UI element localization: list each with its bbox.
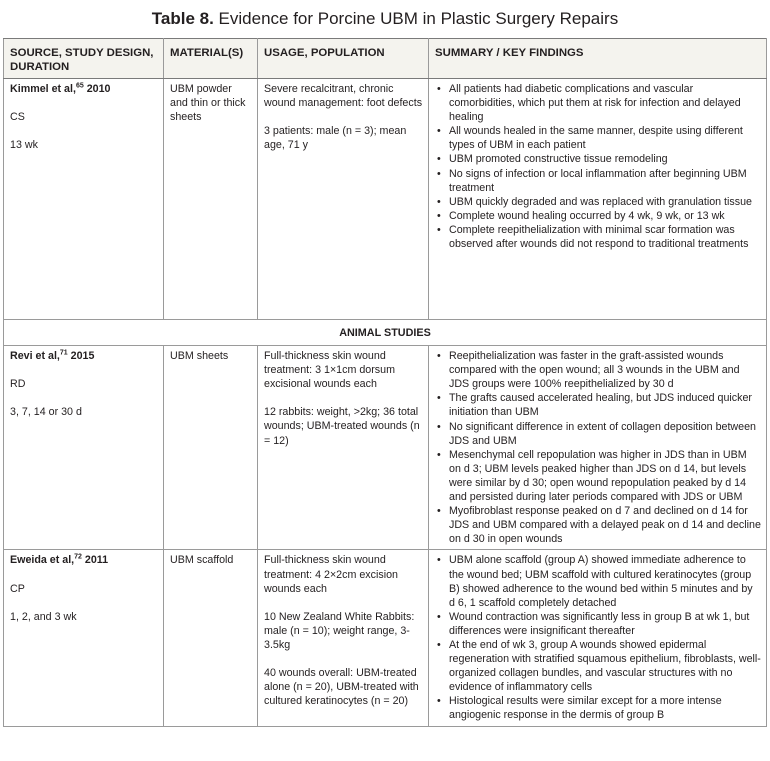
header-material: MATERIAL(S) (164, 39, 258, 79)
list-item: • The grafts caused accelerated healing, but JDS induced quicker initiation than UBM (435, 391, 761, 419)
author: Kimmel et al, (10, 83, 76, 95)
list-item: • UBM quickly degraded and was replaced with granulation tissue (435, 195, 761, 209)
header-usage: USAGE, POPULATION (258, 39, 429, 79)
study-duration: 3, 7, 14 or 30 d (10, 406, 82, 419)
study-source (10, 82, 158, 96)
year: 2011 (81, 554, 109, 567)
section-label: ANIMAL STUDIES (4, 320, 767, 346)
list-item: • Histological results were similar except for a more intense angiogenic response in the dermis of group B (435, 694, 761, 722)
usage-text: Full-thickness skin wound treatment: 3 1×1cm dorsum excisional wounds each (264, 350, 395, 391)
findings-cell (429, 79, 767, 320)
table-title (0, 0, 770, 38)
list-item: • UBM promoted constructive tissue remodeling (435, 152, 761, 166)
table-number: Table 8. (151, 9, 214, 28)
material-cell: UBM powder and thin or thick sheets (164, 79, 258, 320)
population-text: 10 New Zealand White Rabbits: male (n = 10); weight range, 3-3.5kg (264, 610, 415, 651)
usage-cell (258, 79, 429, 320)
list-item: • Complete reepithelialization with minimal scar formation was observed after wounds did not respond to traditional treatments (435, 223, 761, 251)
study-design: CP (10, 582, 25, 595)
source-cell (4, 79, 164, 320)
section-row (4, 320, 767, 346)
evidence-table (3, 38, 767, 727)
list-item: • UBM alone scaffold (group A) showed immediate adherence to the wound bed; UBM scaffold with cultured keratinocytes (group B) showed adherence to the wound bed within 5 minutes and by d 6, 1 scaffold completely detached (435, 553, 761, 609)
list-item: • At the end of wk 3, group A wounds showed epidermal regeneration with stratified squamous epithelium, fibroblasts, well-organized collagen bundles, and vascular structures with no evidence of inflammatory cells (435, 638, 761, 694)
study-design: CS (10, 111, 25, 124)
source-cell (4, 550, 164, 726)
study-design: RD (10, 378, 26, 391)
header-summary: SUMMARY / KEY FINDINGS (429, 39, 767, 79)
table-row (4, 346, 767, 550)
usage-text: Full-thickness skin wound treatment: 4 2×2cm excision wounds each (264, 554, 398, 595)
year: 2010 (83, 83, 111, 95)
list-item: • Complete wound healing occurred by 4 wk, 9 wk, or 13 wk (435, 209, 761, 223)
header-row (4, 39, 767, 79)
findings-list (435, 553, 761, 722)
author: Eweida et al, (10, 554, 75, 567)
list-item: • No significant difference in extent of collagen deposition between JDS and UBM (435, 420, 761, 448)
source-cell (4, 346, 164, 550)
findings-list (435, 349, 761, 546)
list-item: • Myofibroblast response peaked on d 7 and declined on d 14 for JDS and UBM compared with a delayed peak on d 14 and decline on d 30 in open wounds (435, 504, 761, 546)
material-cell: UBM scaffold (164, 550, 258, 726)
findings-list (435, 82, 761, 251)
table-row (4, 550, 767, 726)
population-detail-text: 40 wounds overall: UBM-treated alone (n = 20), UBM-treated with cultured keratinocytes (n = 20) (264, 666, 419, 708)
list-item: • No signs of infection or local inflammation after beginning UBM treatment (435, 167, 761, 195)
header-source: SOURCE, STUDY DESIGN, DURATION (4, 39, 164, 79)
reference-number: 72 (74, 553, 82, 561)
population-text: 12 rabbits: weight, >2kg; 36 total wounds; UBM-treated wounds (n = 12) (264, 406, 420, 447)
reference-number: 71 (59, 349, 68, 357)
material-cell: UBM sheets (164, 346, 258, 550)
study-duration: 13 wk (10, 139, 38, 152)
list-item: • Mesenchymal cell repopulation was higher in JDS than in UBM on d 3; UBM levels peaked higher than JDS on d 14, but levels were similar by d 30; open wound repopulation peaked by d 14 and persisted during later periods compared with JDS or UBM (435, 448, 761, 504)
usage-cell (258, 550, 429, 726)
table-row (4, 79, 767, 320)
study-source (10, 349, 158, 363)
usage-text: Severe recalcitrant, chronic wound management: foot defects (264, 83, 423, 110)
study-source (10, 553, 158, 567)
table-caption: Evidence for Porcine UBM in Plastic Surgery Repairs (218, 9, 619, 28)
list-item: • All wounds healed in the same manner, despite using different types of UBM in each patient (435, 124, 761, 152)
findings-cell (429, 550, 767, 726)
population-text: 3 patients: male (n = 3); mean age, 71 y (264, 125, 407, 152)
usage-cell (258, 346, 429, 550)
list-item: • Wound contraction was significantly less in group B at wk 1, but differences were insignificant thereafter (435, 610, 761, 638)
year: 2015 (67, 350, 95, 363)
author: Revi et al, (10, 350, 60, 363)
list-item: • All patients had diabetic complications and vascular comorbidities, which put them at risk for infection and delayed healing (435, 82, 761, 124)
list-item: • Reepithelialization was faster in the graft-assisted wounds compared with the open wound; all 3 wounds in the UBM and JDS groups were 100% reepithelialized by 30 d (435, 349, 761, 391)
reference-number: 65 (75, 82, 84, 90)
findings-cell (429, 346, 767, 550)
study-duration: 1, 2, and 3 wk (10, 610, 77, 623)
